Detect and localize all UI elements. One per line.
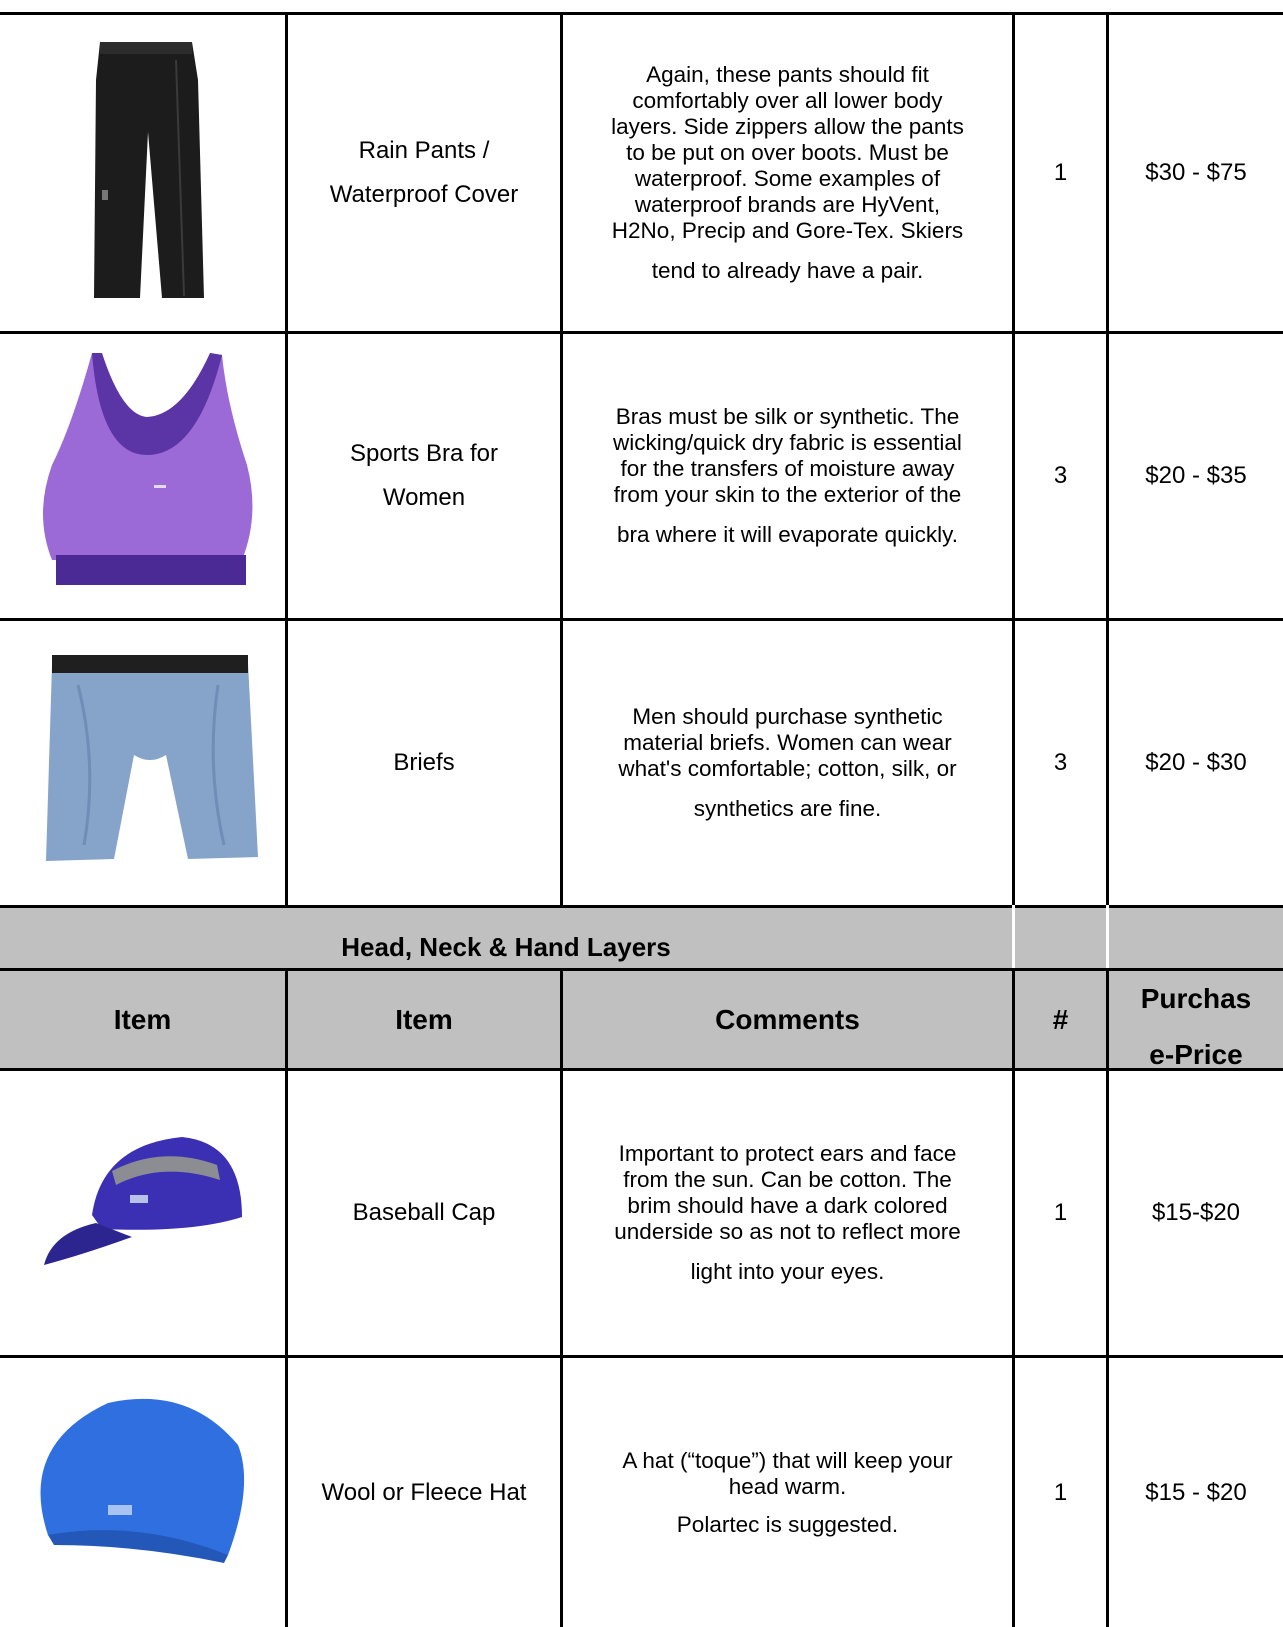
comment-cell — [563, 1358, 1012, 1627]
section-title — [0, 908, 1012, 968]
comment-line: head warm. — [728, 1473, 847, 1499]
briefs-image — [38, 645, 263, 875]
fleece-hat-image — [18, 1385, 258, 1565]
comment-cell — [563, 621, 1012, 905]
price-cell — [1109, 1071, 1283, 1355]
comment-line: tend to already have a pair. — [651, 258, 924, 283]
comment-line: from the sun. Can be cotton. The — [623, 1167, 952, 1192]
table-rule — [1012, 905, 1015, 971]
comment-line: light into your eyes. — [690, 1259, 885, 1284]
item-name-cell — [288, 1071, 560, 1355]
comment-text — [622, 1448, 952, 1538]
qty-value: 1 — [1053, 1199, 1068, 1226]
header-label: Item — [395, 1003, 453, 1035]
header-item-1 — [0, 971, 285, 1068]
comment-line: wicking/quick dry fabric is essential — [613, 430, 962, 455]
comment-line: Again, these pants should fit — [646, 62, 929, 87]
header-label: Item — [113, 1003, 172, 1035]
header-label: # — [1052, 1003, 1069, 1035]
price-value: $15-$20 — [1151, 1199, 1241, 1226]
price-cell — [1109, 621, 1283, 905]
section-title-text: Head, Neck & Hand Layers — [341, 931, 671, 962]
item-name-cell — [288, 1358, 560, 1627]
comment-line: Important to protect ears and face — [618, 1141, 957, 1166]
comment-line: to be put on over boots. Must be — [626, 140, 949, 165]
item-name: Baseball Cap — [352, 1199, 496, 1226]
item-name-cell — [288, 15, 560, 331]
comment-line: waterproof. Some examples of — [634, 166, 941, 191]
qty-cell — [1015, 621, 1106, 905]
qty-value: 3 — [1053, 749, 1068, 776]
comment-cell — [563, 334, 1012, 618]
header-label: Purchas e-Price — [1140, 983, 1252, 1070]
rain-pants-image — [80, 40, 210, 302]
comment-line: A hat (“toque”) that will keep your — [622, 1447, 953, 1473]
comment-line: from your skin to the exterior of the — [613, 482, 962, 507]
sports-bra-image — [22, 345, 267, 603]
comment-line: layers. Side zippers allow the pants — [611, 114, 964, 139]
price-value: $15 - $20 — [1145, 1478, 1247, 1506]
comment-line: underside so as not to reflect more — [614, 1219, 961, 1244]
qty-cell — [1015, 334, 1106, 618]
comment-line: H2No, Precip and Gore-Tex. Skiers — [611, 218, 964, 243]
comment-cell — [563, 1071, 1012, 1355]
header-price — [1109, 971, 1283, 1068]
price-value: $20 - $30 — [1145, 749, 1247, 776]
comment-line: material briefs. Women can wear — [623, 730, 952, 755]
comment-text — [611, 62, 964, 284]
qty-cell — [1015, 15, 1106, 331]
item-name-cell — [288, 334, 560, 618]
qty-cell — [1015, 1358, 1106, 1627]
comment-line: waterproof brands are HyVent, — [634, 192, 941, 217]
comment-text — [614, 1141, 960, 1285]
header-item-2 — [288, 971, 560, 1068]
comment-line: Men should purchase synthetic — [632, 704, 943, 729]
comment-line: Polartec is suggested. — [676, 1511, 899, 1537]
qty-cell — [1015, 1071, 1106, 1355]
comment-line: what's comfortable; cotton, silk, or — [618, 756, 957, 781]
comment-line: synthetics are fine. — [693, 796, 882, 821]
price-cell — [1109, 1358, 1283, 1627]
table-rule — [1106, 905, 1109, 971]
comment-line: comfortably over all lower body — [632, 88, 943, 113]
comment-line: Bras must be silk or synthetic. The — [615, 404, 960, 429]
header-qty — [1015, 971, 1106, 1068]
price-value: $20 - $35 — [1145, 462, 1247, 489]
comment-text — [613, 404, 962, 548]
header-label: Comments — [715, 1003, 860, 1035]
price-cell — [1109, 334, 1283, 618]
header-comments — [563, 971, 1012, 1068]
qty-value: 3 — [1053, 462, 1068, 489]
price-value: $30 - $75 — [1145, 159, 1247, 186]
comment-line: bra where it will evaporate quickly. — [617, 522, 958, 547]
comment-line: brim should have a dark colored — [627, 1193, 948, 1218]
comment-text — [618, 704, 956, 822]
qty-value: 1 — [1053, 1478, 1068, 1506]
comment-cell — [563, 15, 1012, 331]
baseball-cap-image — [42, 1125, 252, 1280]
qty-value: 1 — [1053, 159, 1068, 186]
item-name: Briefs — [393, 749, 455, 776]
item-name-cell — [288, 621, 560, 905]
item-name: Wool or Fleece Hat — [321, 1478, 527, 1506]
price-cell — [1109, 15, 1283, 331]
comment-line: for the transfers of moisture away — [620, 456, 955, 481]
item-name: Sports Bra for Women — [349, 440, 499, 511]
item-name: Rain Pants / Waterproof Cover — [329, 137, 519, 208]
